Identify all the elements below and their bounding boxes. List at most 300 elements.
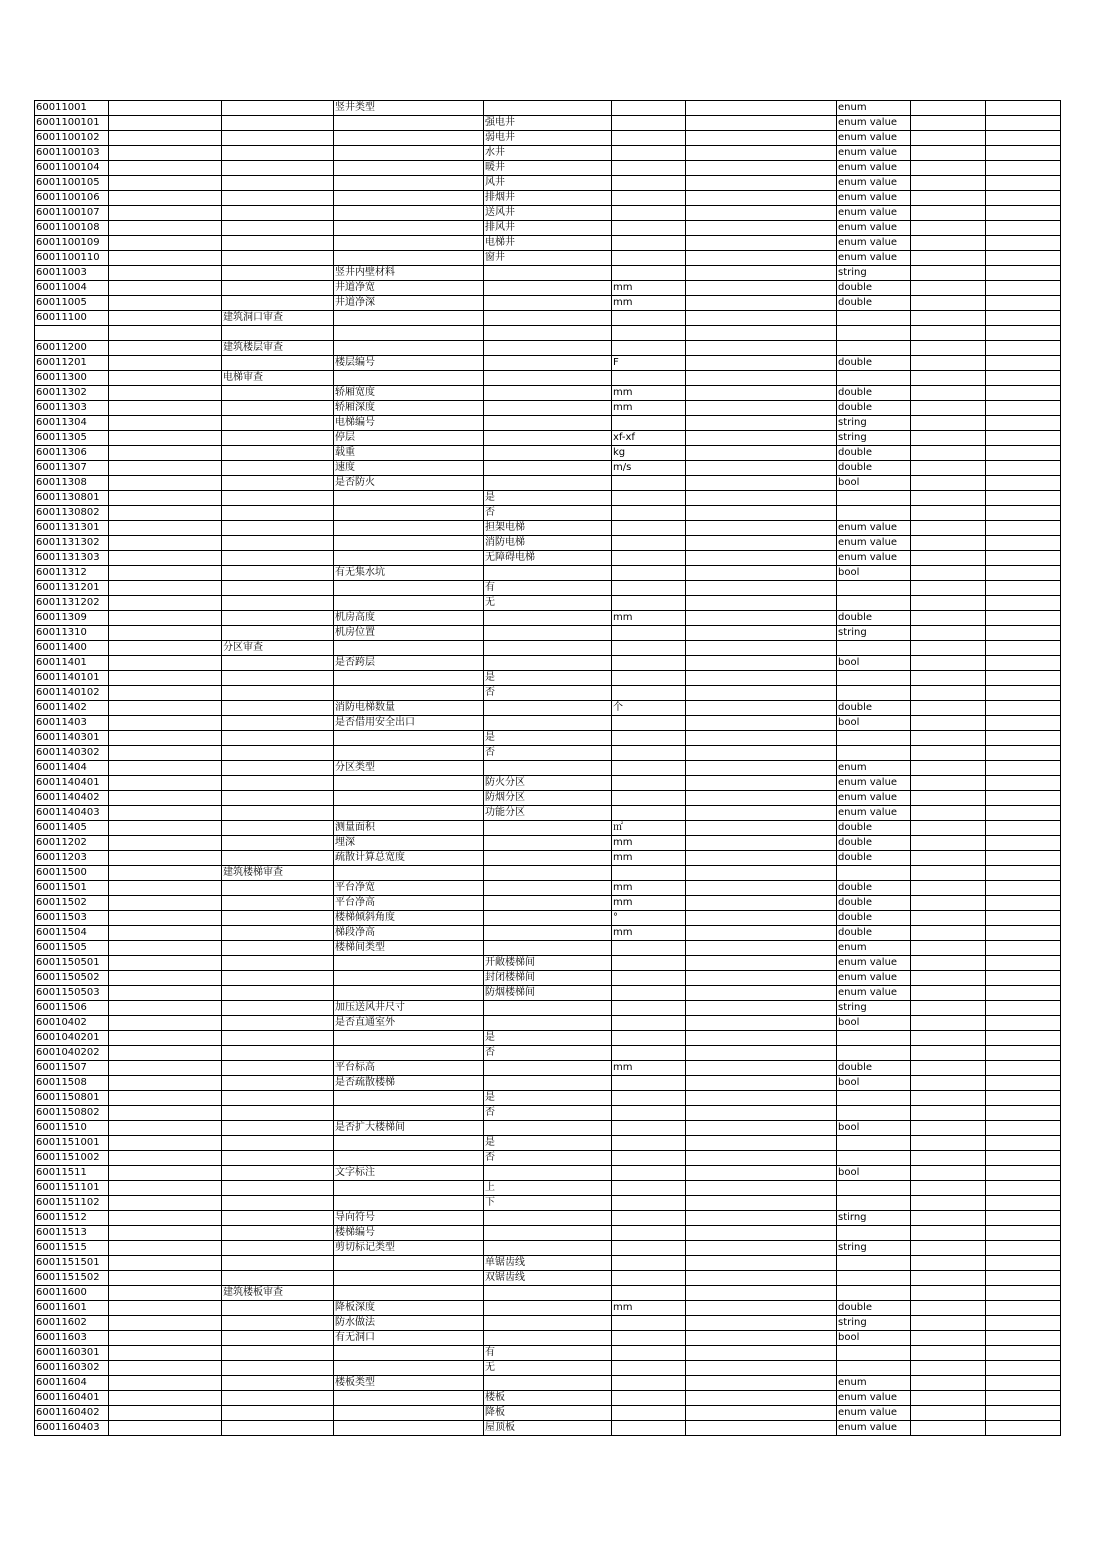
property-cell bbox=[334, 251, 484, 266]
unit-cell: mm bbox=[612, 611, 686, 626]
extra-cell-2 bbox=[986, 1421, 1061, 1436]
note-cell bbox=[686, 431, 837, 446]
category-cell bbox=[109, 101, 222, 116]
note-cell bbox=[686, 1376, 837, 1391]
id-cell: 60011312 bbox=[35, 566, 109, 581]
value-cell: 水井 bbox=[484, 146, 612, 161]
table-row bbox=[35, 761, 1061, 776]
category-cell bbox=[109, 881, 222, 896]
property-cell bbox=[334, 1136, 484, 1151]
note-cell bbox=[686, 1421, 837, 1436]
table-row bbox=[35, 1316, 1061, 1331]
extra-cell-2 bbox=[986, 1016, 1061, 1031]
extra-cell-1 bbox=[911, 1196, 986, 1211]
property-cell bbox=[334, 596, 484, 611]
type-cell: double bbox=[837, 851, 911, 866]
note-cell bbox=[686, 446, 837, 461]
unit-cell: mm bbox=[612, 926, 686, 941]
table-row bbox=[35, 1106, 1061, 1121]
table-row bbox=[35, 596, 1061, 611]
unit-cell bbox=[612, 626, 686, 641]
category-cell bbox=[109, 296, 222, 311]
note-cell bbox=[686, 1151, 837, 1166]
note-cell bbox=[686, 506, 837, 521]
table-row bbox=[35, 1361, 1061, 1376]
type-cell: double bbox=[837, 701, 911, 716]
table-row bbox=[35, 1271, 1061, 1286]
value-cell: 开敞楼梯间 bbox=[484, 956, 612, 971]
type-cell: enum value bbox=[837, 521, 911, 536]
category-cell bbox=[109, 161, 222, 176]
note-cell bbox=[686, 896, 837, 911]
unit-cell bbox=[612, 1361, 686, 1376]
value-cell: 降板 bbox=[484, 1406, 612, 1421]
category-cell bbox=[109, 1121, 222, 1136]
unit-cell bbox=[612, 1331, 686, 1346]
id-cell: 60011502 bbox=[35, 896, 109, 911]
property-cell: 竖井类型 bbox=[334, 101, 484, 116]
category-cell bbox=[109, 1361, 222, 1376]
note-cell bbox=[686, 1076, 837, 1091]
extra-cell-1 bbox=[911, 476, 986, 491]
value-cell bbox=[484, 896, 612, 911]
table-row bbox=[35, 461, 1061, 476]
value-cell: 是 bbox=[484, 1091, 612, 1106]
note-cell bbox=[686, 716, 837, 731]
group-cell bbox=[222, 671, 334, 686]
extra-cell-1 bbox=[911, 521, 986, 536]
unit-cell bbox=[612, 506, 686, 521]
extra-cell-1 bbox=[911, 281, 986, 296]
category-cell bbox=[109, 461, 222, 476]
extra-cell-2 bbox=[986, 626, 1061, 641]
note-cell bbox=[686, 1361, 837, 1376]
category-cell bbox=[109, 176, 222, 191]
category-cell bbox=[109, 116, 222, 131]
property-cell bbox=[334, 206, 484, 221]
unit-cell: kg bbox=[612, 446, 686, 461]
note-cell bbox=[686, 476, 837, 491]
property-cell bbox=[334, 146, 484, 161]
note-cell bbox=[686, 1286, 837, 1301]
unit-cell: xf-xf bbox=[612, 431, 686, 446]
id-cell: 60011004 bbox=[35, 281, 109, 296]
value-cell bbox=[484, 851, 612, 866]
value-cell bbox=[484, 1076, 612, 1091]
note-cell bbox=[686, 1031, 837, 1046]
note-cell bbox=[686, 461, 837, 476]
type-cell bbox=[837, 1256, 911, 1271]
type-cell: enum value bbox=[837, 161, 911, 176]
note-cell bbox=[686, 101, 837, 116]
extra-cell-1 bbox=[911, 1406, 986, 1421]
type-cell: double bbox=[837, 896, 911, 911]
extra-cell-2 bbox=[986, 701, 1061, 716]
group-cell bbox=[222, 1256, 334, 1271]
group-cell bbox=[222, 131, 334, 146]
table-row bbox=[35, 1286, 1061, 1301]
id-cell: 60011300 bbox=[35, 371, 109, 386]
value-cell bbox=[484, 1301, 612, 1316]
category-cell bbox=[109, 716, 222, 731]
id-cell: 6001100106 bbox=[35, 191, 109, 206]
unit-cell bbox=[612, 566, 686, 581]
group-cell bbox=[222, 626, 334, 641]
extra-cell-1 bbox=[911, 701, 986, 716]
property-cell bbox=[334, 746, 484, 761]
property-cell bbox=[334, 1361, 484, 1376]
extra-cell-1 bbox=[911, 1166, 986, 1181]
group-cell bbox=[222, 191, 334, 206]
table-row bbox=[35, 1136, 1061, 1151]
extra-cell-2 bbox=[986, 281, 1061, 296]
id-cell: 60011505 bbox=[35, 941, 109, 956]
type-cell bbox=[837, 596, 911, 611]
note-cell bbox=[686, 521, 837, 536]
group-cell bbox=[222, 581, 334, 596]
extra-cell-1 bbox=[911, 1061, 986, 1076]
unit-cell bbox=[612, 986, 686, 1001]
extra-cell-2 bbox=[986, 1001, 1061, 1016]
property-cell: 测量面积 bbox=[334, 821, 484, 836]
property-cell bbox=[334, 1271, 484, 1286]
extra-cell-2 bbox=[986, 371, 1061, 386]
group-cell bbox=[222, 431, 334, 446]
property-cell bbox=[334, 326, 484, 341]
table-row bbox=[35, 746, 1061, 761]
id-cell: 60011001 bbox=[35, 101, 109, 116]
note-cell bbox=[686, 836, 837, 851]
extra-cell-2 bbox=[986, 926, 1061, 941]
note-cell bbox=[686, 746, 837, 761]
value-cell bbox=[484, 1211, 612, 1226]
group-cell bbox=[222, 1016, 334, 1031]
type-cell: enum value bbox=[837, 116, 911, 131]
group-cell bbox=[222, 1151, 334, 1166]
value-cell: 防烟分区 bbox=[484, 791, 612, 806]
category-cell bbox=[109, 926, 222, 941]
category-cell bbox=[109, 1376, 222, 1391]
unit-cell bbox=[612, 491, 686, 506]
value-cell: 有 bbox=[484, 581, 612, 596]
type-cell: enum bbox=[837, 761, 911, 776]
value-cell bbox=[484, 566, 612, 581]
property-cell bbox=[334, 1391, 484, 1406]
type-cell: double bbox=[837, 356, 911, 371]
table-row bbox=[35, 1046, 1061, 1061]
unit-cell bbox=[612, 1076, 686, 1091]
extra-cell-2 bbox=[986, 1196, 1061, 1211]
property-cell bbox=[334, 521, 484, 536]
value-cell: 否 bbox=[484, 1151, 612, 1166]
unit-cell: ㎡ bbox=[612, 821, 686, 836]
value-cell bbox=[484, 311, 612, 326]
extra-cell-2 bbox=[986, 116, 1061, 131]
category-cell bbox=[109, 671, 222, 686]
table-row bbox=[35, 476, 1061, 491]
group-cell bbox=[222, 1211, 334, 1226]
note-cell bbox=[686, 881, 837, 896]
extra-cell-1 bbox=[911, 971, 986, 986]
category-cell bbox=[109, 1031, 222, 1046]
value-cell: 排烟井 bbox=[484, 191, 612, 206]
extra-cell-1 bbox=[911, 716, 986, 731]
id-cell: 60011600 bbox=[35, 1286, 109, 1301]
type-cell bbox=[837, 671, 911, 686]
extra-cell-2 bbox=[986, 1241, 1061, 1256]
property-cell: 机房位置 bbox=[334, 626, 484, 641]
property-cell bbox=[334, 1286, 484, 1301]
value-cell bbox=[484, 1331, 612, 1346]
category-cell bbox=[109, 1241, 222, 1256]
type-cell: enum value bbox=[837, 131, 911, 146]
unit-cell bbox=[612, 1376, 686, 1391]
group-cell bbox=[222, 941, 334, 956]
group-cell bbox=[222, 1316, 334, 1331]
id-cell: 60011402 bbox=[35, 701, 109, 716]
unit-cell bbox=[612, 746, 686, 761]
category-cell bbox=[109, 941, 222, 956]
group-cell bbox=[222, 791, 334, 806]
value-cell bbox=[484, 1241, 612, 1256]
type-cell: double bbox=[837, 611, 911, 626]
type-cell: enum value bbox=[837, 1421, 911, 1436]
unit-cell bbox=[612, 476, 686, 491]
id-cell: 60011202 bbox=[35, 836, 109, 851]
group-cell bbox=[222, 416, 334, 431]
unit-cell bbox=[612, 521, 686, 536]
extra-cell-2 bbox=[986, 881, 1061, 896]
type-cell: bool bbox=[837, 1121, 911, 1136]
extra-cell-2 bbox=[986, 191, 1061, 206]
extra-cell-1 bbox=[911, 1076, 986, 1091]
type-cell: double bbox=[837, 926, 911, 941]
extra-cell-2 bbox=[986, 311, 1061, 326]
unit-cell bbox=[612, 1016, 686, 1031]
unit-cell bbox=[612, 176, 686, 191]
category-cell bbox=[109, 641, 222, 656]
type-cell: enum value bbox=[837, 536, 911, 551]
extra-cell-2 bbox=[986, 1286, 1061, 1301]
note-cell bbox=[686, 1316, 837, 1331]
group-cell bbox=[222, 1121, 334, 1136]
unit-cell bbox=[612, 1286, 686, 1301]
table-row bbox=[35, 101, 1061, 116]
category-cell bbox=[109, 1061, 222, 1076]
property-cell: 分区类型 bbox=[334, 761, 484, 776]
value-cell bbox=[484, 1121, 612, 1136]
id-cell: 60011513 bbox=[35, 1226, 109, 1241]
extra-cell-1 bbox=[911, 791, 986, 806]
group-cell bbox=[222, 596, 334, 611]
type-cell: double bbox=[837, 446, 911, 461]
group-cell bbox=[222, 1031, 334, 1046]
id-cell: 6001100102 bbox=[35, 131, 109, 146]
property-cell bbox=[334, 341, 484, 356]
id-cell: 60011510 bbox=[35, 1121, 109, 1136]
note-cell bbox=[686, 911, 837, 926]
note-cell bbox=[686, 986, 837, 1001]
type-cell: bool bbox=[837, 566, 911, 581]
category-cell bbox=[109, 1316, 222, 1331]
extra-cell-2 bbox=[986, 446, 1061, 461]
extra-cell-1 bbox=[911, 881, 986, 896]
unit-cell: mm bbox=[612, 836, 686, 851]
group-cell bbox=[222, 1391, 334, 1406]
unit-cell bbox=[612, 161, 686, 176]
category-cell bbox=[109, 356, 222, 371]
extra-cell-2 bbox=[986, 1061, 1061, 1076]
id-cell: 60011310 bbox=[35, 626, 109, 641]
extra-cell-1 bbox=[911, 1091, 986, 1106]
type-cell: enum value bbox=[837, 251, 911, 266]
group-cell: 建筑楼板审查 bbox=[222, 1286, 334, 1301]
type-cell: enum value bbox=[837, 221, 911, 236]
unit-cell bbox=[612, 1421, 686, 1436]
extra-cell-1 bbox=[911, 776, 986, 791]
extra-cell-2 bbox=[986, 611, 1061, 626]
extra-cell-2 bbox=[986, 101, 1061, 116]
note-cell bbox=[686, 1271, 837, 1286]
unit-cell bbox=[612, 326, 686, 341]
property-cell bbox=[334, 1181, 484, 1196]
type-cell bbox=[837, 1226, 911, 1241]
property-cell bbox=[334, 1256, 484, 1271]
extra-cell-1 bbox=[911, 176, 986, 191]
group-cell bbox=[222, 296, 334, 311]
id-cell: 60011400 bbox=[35, 641, 109, 656]
value-cell: 有 bbox=[484, 1346, 612, 1361]
category-cell bbox=[109, 506, 222, 521]
category-cell bbox=[109, 191, 222, 206]
value-cell: 排风井 bbox=[484, 221, 612, 236]
value-cell bbox=[484, 881, 612, 896]
property-cell: 楼梯倾斜角度 bbox=[334, 911, 484, 926]
unit-cell bbox=[612, 221, 686, 236]
type-cell bbox=[837, 1271, 911, 1286]
category-cell bbox=[109, 311, 222, 326]
property-cell: 平台净宽 bbox=[334, 881, 484, 896]
group-cell bbox=[222, 851, 334, 866]
table-row bbox=[35, 161, 1061, 176]
note-cell bbox=[686, 731, 837, 746]
type-cell bbox=[837, 371, 911, 386]
type-cell: enum bbox=[837, 941, 911, 956]
value-cell bbox=[484, 266, 612, 281]
property-cell bbox=[334, 776, 484, 791]
note-cell bbox=[686, 1061, 837, 1076]
category-cell bbox=[109, 1346, 222, 1361]
value-cell bbox=[484, 926, 612, 941]
table-row bbox=[35, 1196, 1061, 1211]
table-row bbox=[35, 866, 1061, 881]
extra-cell-2 bbox=[986, 431, 1061, 446]
category-cell bbox=[109, 1091, 222, 1106]
extra-cell-1 bbox=[911, 341, 986, 356]
table-row bbox=[35, 356, 1061, 371]
type-cell: double bbox=[837, 281, 911, 296]
extra-cell-1 bbox=[911, 296, 986, 311]
category-cell bbox=[109, 1106, 222, 1121]
unit-cell bbox=[612, 686, 686, 701]
note-cell bbox=[686, 326, 837, 341]
extra-cell-1 bbox=[911, 821, 986, 836]
property-cell bbox=[334, 791, 484, 806]
value-cell bbox=[484, 611, 612, 626]
id-cell: 60011503 bbox=[35, 911, 109, 926]
value-cell bbox=[484, 911, 612, 926]
type-cell: bool bbox=[837, 476, 911, 491]
group-cell bbox=[222, 821, 334, 836]
extra-cell-2 bbox=[986, 971, 1061, 986]
extra-cell-1 bbox=[911, 416, 986, 431]
extra-cell-1 bbox=[911, 1391, 986, 1406]
note-cell bbox=[686, 371, 837, 386]
type-cell bbox=[837, 1151, 911, 1166]
extra-cell-1 bbox=[911, 191, 986, 206]
value-cell bbox=[484, 1226, 612, 1241]
group-cell bbox=[222, 896, 334, 911]
category-cell bbox=[109, 986, 222, 1001]
value-cell: 是 bbox=[484, 1031, 612, 1046]
extra-cell-2 bbox=[986, 1091, 1061, 1106]
unit-cell bbox=[612, 1226, 686, 1241]
category-cell bbox=[109, 836, 222, 851]
note-cell bbox=[686, 1046, 837, 1061]
category-cell bbox=[109, 1016, 222, 1031]
extra-cell-2 bbox=[986, 401, 1061, 416]
type-cell bbox=[837, 491, 911, 506]
group-cell bbox=[222, 266, 334, 281]
unit-cell bbox=[612, 1271, 686, 1286]
type-cell bbox=[837, 1091, 911, 1106]
extra-cell-1 bbox=[911, 896, 986, 911]
category-cell bbox=[109, 566, 222, 581]
type-cell bbox=[837, 1031, 911, 1046]
property-cell: 消防电梯数量 bbox=[334, 701, 484, 716]
id-cell: 60011515 bbox=[35, 1241, 109, 1256]
extra-cell-2 bbox=[986, 791, 1061, 806]
unit-cell bbox=[612, 866, 686, 881]
extra-cell-2 bbox=[986, 1406, 1061, 1421]
spreadsheet-table bbox=[34, 100, 1061, 1436]
extra-cell-2 bbox=[986, 1331, 1061, 1346]
category-cell bbox=[109, 521, 222, 536]
id-cell: 6001130801 bbox=[35, 491, 109, 506]
group-cell: 电梯审查 bbox=[222, 371, 334, 386]
note-cell bbox=[686, 971, 837, 986]
type-cell: double bbox=[837, 821, 911, 836]
extra-cell-2 bbox=[986, 356, 1061, 371]
value-cell: 防火分区 bbox=[484, 776, 612, 791]
id-cell: 6001131201 bbox=[35, 581, 109, 596]
group-cell bbox=[222, 776, 334, 791]
unit-cell: mm bbox=[612, 881, 686, 896]
extra-cell-1 bbox=[911, 596, 986, 611]
category-cell bbox=[109, 1196, 222, 1211]
category-cell bbox=[109, 1256, 222, 1271]
note-cell bbox=[686, 536, 837, 551]
table-row bbox=[35, 1331, 1061, 1346]
unit-cell bbox=[612, 731, 686, 746]
extra-cell-1 bbox=[911, 431, 986, 446]
property-cell bbox=[334, 236, 484, 251]
id-cell: 60011604 bbox=[35, 1376, 109, 1391]
table-row bbox=[35, 1256, 1061, 1271]
category-cell bbox=[109, 746, 222, 761]
type-cell bbox=[837, 686, 911, 701]
note-cell bbox=[686, 1166, 837, 1181]
